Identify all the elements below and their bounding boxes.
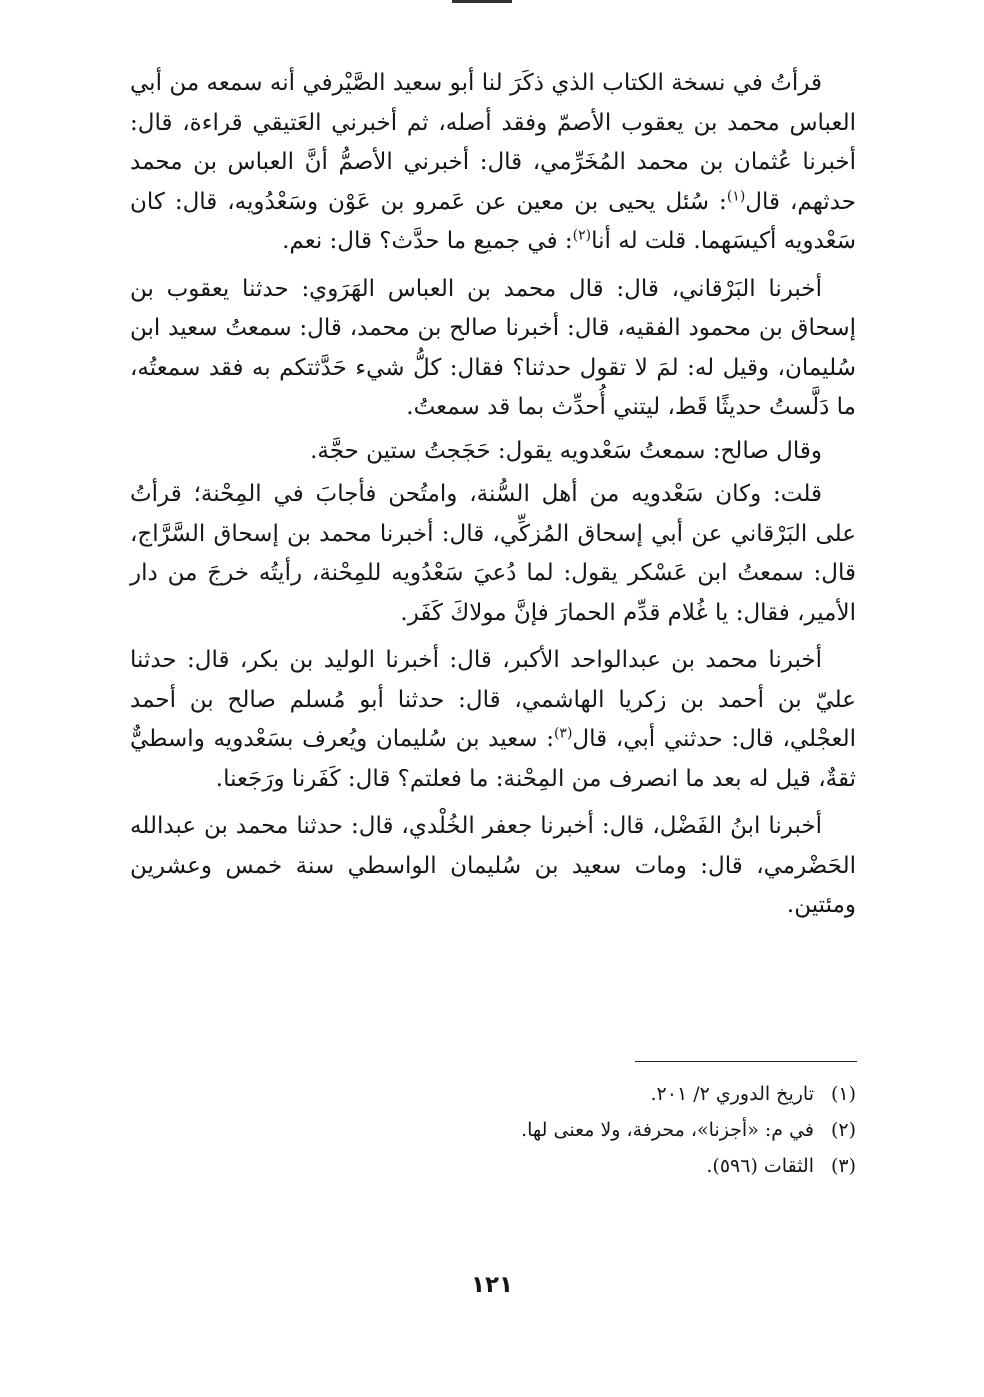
- footnote-marker-1: (١): [726, 187, 746, 204]
- paragraph-5-part-2: : سعيد بن سُليمان ويُعرف بسَعْدويه واسطيٌّ ثقةٌ، قيل له بعد ما انصرف من المِحْنة: ما فعلتم؟ قال: كَفَرنا ورَجَعنا.: [130, 726, 856, 792]
- paragraph-1-part-1: قرأتُ في نسخة الكتاب الذي ذكَرَ لنا أبو سعيد الصَّيْرفي أنه سمعه من أبي العباس محمد بن يعقوب الأصمّ وفقد أصله، ثم أخبرني العَتيقي قراءة، قال: أخبرنا عُثمان بن محمد المُخَرِّمي، قال: أخبرني الأصمُّ أنَّ العباس بن محمد حدثهم، قال: [130, 70, 856, 215]
- paragraph-1-part-2: : سُئل يحيى بن معين عن عَمرو بن عَوْن وسَعْدُويه، قال: كان سَعْدويه أكيسَهما. قلت له أنا: [130, 188, 856, 254]
- paragraph-6: أخبرنا ابنُ الفَضْل، قال: أخبرنا جعفر الخُلْدي، قال: حدثنا محمد بن عبدالله الحَضْرمي، قال: ومات سعيد بن سُليمان الواسطي سنة خمس وعشرين ومئتين.: [130, 813, 856, 918]
- footnote-marker-2: (٢): [572, 227, 592, 244]
- top-header-mark: [452, 0, 512, 9]
- paragraph-1: [130, 64, 856, 262]
- paragraph-5-part-1: أخبرنا محمد بن عبدالواحد الأكبر، قال: أخبرنا الوليد بن بكر، قال: حدثنا عليّ بن أحمد بن زكريا الهاشمي، قال: حدثنا أبو مُسلم صالح بن أحمد العجْلي، قال: حدثني أبي، قال: [130, 647, 857, 752]
- paragraph-4: قلت: وكان سَعْدويه من أهل السُّنة، وامتُحن فأجابَ في المِحْنة؛ قرأتُ على البَرْقاني عن أبي إسحاق المُزكِّي، قال: أخبرنا محمد بن إسحاق السَّرَّاج، قال: سمعتُ ابن عَسْكر يقول: لما دُعيَ سَعْدُويه للمِحْنة، رأيتُه خرجَ من دار الأمير، فقال: يا غُلام قدِّم الحمارَ فإنَّ مولاكَ كَفَر.: [130, 481, 856, 626]
- footnote-1-number: (١): [830, 1083, 856, 1105]
- page-number: ١٢١: [470, 1272, 514, 1298]
- footnote-divider: [635, 1061, 857, 1062]
- footnote-3: [400, 1148, 856, 1184]
- footnote-marker-3: (٣): [553, 725, 573, 742]
- paragraph-1-part-3: : في جميع ما حدَّث؟ قال: نعم.: [282, 228, 573, 254]
- footnote-3-text: الثقات (٥٩٦).: [706, 1155, 814, 1177]
- main-text: [130, 64, 856, 926]
- footnote-3-number: (٣): [830, 1155, 856, 1177]
- paragraph-2: أخبرنا البَرْقاني، قال: قال محمد بن العباس الهَرَوي: حدثنا يعقوب بن إسحاق بن محمود الفقيه، قال: أخبرنا صالح بن محمد، قال: سمعتُ سعيد ابن سُليمان، وقيل له: لمَ لا تقول حدثنا؟ فقال: كلُّ شيء حَدَّثتكم به فقد سمعتُه، ما دَلَّستُ حديثًا قَط، ليتني أُحدِّث بما قد سمعتُ.: [130, 275, 856, 420]
- footnote-2: [400, 1112, 856, 1148]
- paragraph-5: [130, 641, 856, 799]
- footnote-2-text: في م: «أجزنا»، محرفة، ولا معنى لها.: [521, 1119, 814, 1141]
- footnote-2-number: (٢): [830, 1119, 856, 1141]
- paragraph-3: وقال صالح: سمعتُ سَعْدويه يقول: حَجَجتُ ستين حجَّة.: [310, 437, 822, 464]
- footnote-1-text: تاريخ الدوري ٢/ ٢٠١.: [650, 1083, 814, 1105]
- footnote-1: [400, 1076, 856, 1112]
- footnotes: [400, 1076, 856, 1184]
